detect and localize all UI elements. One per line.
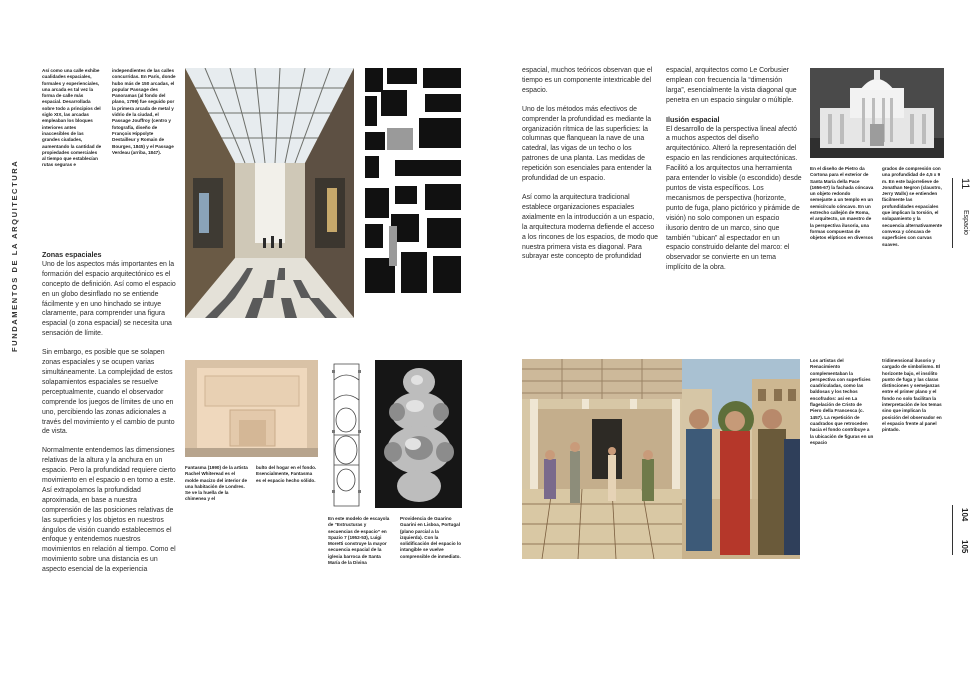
caption-moretti-1: En este modelo de escayola de “Estructuras y secuencias de espacio” en Spazio 7 (1952-53), Luigi Moretti construye la mayor secuencia espacial de la iglesia barroca de Santa María de la Divina (328, 516, 390, 566)
left-paragraph-1: Uno de los aspectos más importantes en la formación del espacio arquitectónico es el concepto de definición. Así como el espacio en un globo desinflado no se entiende fácilmente y en uno hinchado se intuye claramente, para comprender una figura espacial (o zona espacial) se necesita una sensación de límite. (42, 260, 176, 338)
caption-piero-2: tridimensional ilusorio y cargado de simbolismo. El horizonte bajo, el insólito punto de fuga y las claras distinciones y semejanzas entre el primer plano y el fondo no solo facilitan la interpretación de los temas sino que implican la posición del observador en el espacio frente al panel pintado. (882, 358, 942, 433)
arcade-photo (185, 68, 354, 318)
left-paragraph-2: Sin embargo, es posible que se solapen zonas espaciales y se ocupen varias simultáneamente. La complejidad de estos solapamientos espaciales se resuelve perceptualmente, cuando el observador comprende los juegos de límites de uno en uno, percibiendo las zonas adicionales a través del movimiento y el cambio de punto de vista. (42, 349, 175, 436)
mid-paragraph-1: espacial, muchos teóricos observan que el tiempo es un componente intextricable del espacio. (522, 67, 653, 94)
flagellation-painting (522, 359, 800, 559)
caption-cortona-2: grados de compresión con una profundidad de 4,5 x 9 m. En este bajorrelieve de Jonathan Negron (claustro, Jerry Walls) se entienden fácilmente las profundidades espaciales que implican la torsión, el solapamiento y la secuencia alternativamente convexa y cóncava de superficies con curvas suaves. (882, 166, 943, 247)
page-divider (952, 505, 953, 555)
mid-paragraph-3: Así como la arquitectura tradicional establece organizaciones espaciales axialmente en la introducción a un espacio, la arquitectura moderna defiende el acceso a los rincones de los espacios, de modo que nuestra primera vista es diagonal. Para subrayar este concepto de profundidad (522, 193, 658, 261)
caption-cortona-1: En el diseño de Pietro da Cortona para el exterior de Santa María della Pace (1656-67) la fachada cóncava un objeto redondo semejante a un templo en un semicírculo cóncavo. En un estrecho callejón de Roma, el arquitecto, un maestro de la perspectiva ilusoria, una formas compuestas de objetos elípticos en diversos (810, 166, 874, 241)
heading-ilusion-espacial: Ilusión espacial (666, 114, 720, 124)
middle-body-text (522, 66, 658, 271)
right-paragraph: El desarrollo de la perspectiva lineal afectó a muchos aspectos del diseño arquitectónico. Alteró la representación del espacio en las rendiciones arquitectónicas. Facilitó a los arquitectos una herramienta para entender lo visible (o escondido) desde puntos de vista específicos. Los mecanismos de perspectiva (horizonte, punto de fuga, plano pictórico y pirámide de visión) no solo componen un espacio ilusorio dentro de un marco, sino que también “ubican” al espectador en un espacio construido delante del marco: el observador se convierte en un tema implícito de la obra. (666, 125, 802, 272)
caption-piero-1: Los artistas del Renacimiento complementaban la perspectiva con superficies cuadriculadas, como las baldosas y los techos encofrados: así en La flagelación de Cristo de Piero della Francesca (c. 1457). La repetición de cuadrados que retroceden hacia el fondo contribuye a la ubicación de figuras en un espacio (810, 358, 874, 445)
book-title-vertical: FUNDAMENTOS DE LA ARQUITECTURA (10, 159, 19, 352)
chapter-marker (952, 178, 953, 248)
caption-arcade-1: Así como una calle exhibe cualidades espaciales, formales y experienciales, una arcada es tal vez la forma de calle más espacial. Desarrollada sobre todo a principios del siglo XIX, las arcadas empleaban los bloques interiores antes inaccesibles de las grandes ciudades, aumentando la cantidad de propiedades comerciales al tiempo que establecían rutas seguras e (42, 68, 102, 168)
ghost-sculpture-photo (185, 360, 318, 457)
guarini-plan-drawing (328, 360, 365, 510)
figure-ground-plans (365, 68, 461, 293)
caption-moretti-2: Providencia de Guarino Guarini en Lisboa, Portugal (plano parcial a la izquierda). Con la solidificación del espacio lo intangible se vuelve comprensible de inmediato. (400, 516, 462, 559)
caption-ghost-1: Fantasma (1990) de la artista Rachel Whiteread es el molde macizo del interior de una habitación de Londres. Se ve la huella de la chimenea y el (185, 465, 248, 502)
right-intro: espacial, arquitectos como Le Corbusier emplean con frecuencia la “dimensión larga”, esencialmente la vista diagonal que penetra en un espacio singular o múltiple. (666, 67, 797, 104)
moretti-plaster-model (375, 360, 462, 508)
right-body-text (666, 66, 802, 282)
left-body-text (42, 250, 176, 584)
cortona-model-photo (810, 68, 944, 158)
caption-arcade-2: independientes de las calles concurridas. En París, donde hubo más de 150 arcadas, el popular Passage des Panoramas (al fondo del plano, 1799) fue seguido por la primera arcada de metal y vidrio de la ciudad, el Passage Jouffroy (centro y fotografía, diseño de François Hippolyte Destailleur y Romain de Bourges, 1845) y el Passage Verdeau (arriba, 1847). (112, 68, 176, 155)
caption-ghost-2: bulto del hogar en el fondo. Esencialmente, Fantasma es el espacio hecho sólido. (256, 465, 317, 483)
mid-paragraph-2: Uno de los métodos más efectivos de comprender la profundidad es mediante la organización rítmica de las superficies: la columnas que flanquean la nave de una catedral, las vigas de un techo o los patrones de una planta. Las medidas de repetición son esenciales para entender la profundidad de un espacio. (522, 105, 652, 183)
left-paragraph-3: Normalmente entendemos las dimensiones relativas de la altura y la anchura en un espacio. Pero la profundidad requiere cierto movimiento en el espacio o en torno a este. Así extrapolamos la profundidad aproximada, en base a nuestra comprensión de las posiciones relativas de las superficies y los objetos en nuestros ángulos de visión cuando establecemos el enfoque y entendemos nuestros movimientos en relación al tiempo. Como el movimiento sobre una distancia es un aspecto esencial de la experiencia (42, 447, 176, 574)
heading-zonas-espaciales: Zonas espaciales (42, 250, 102, 259)
